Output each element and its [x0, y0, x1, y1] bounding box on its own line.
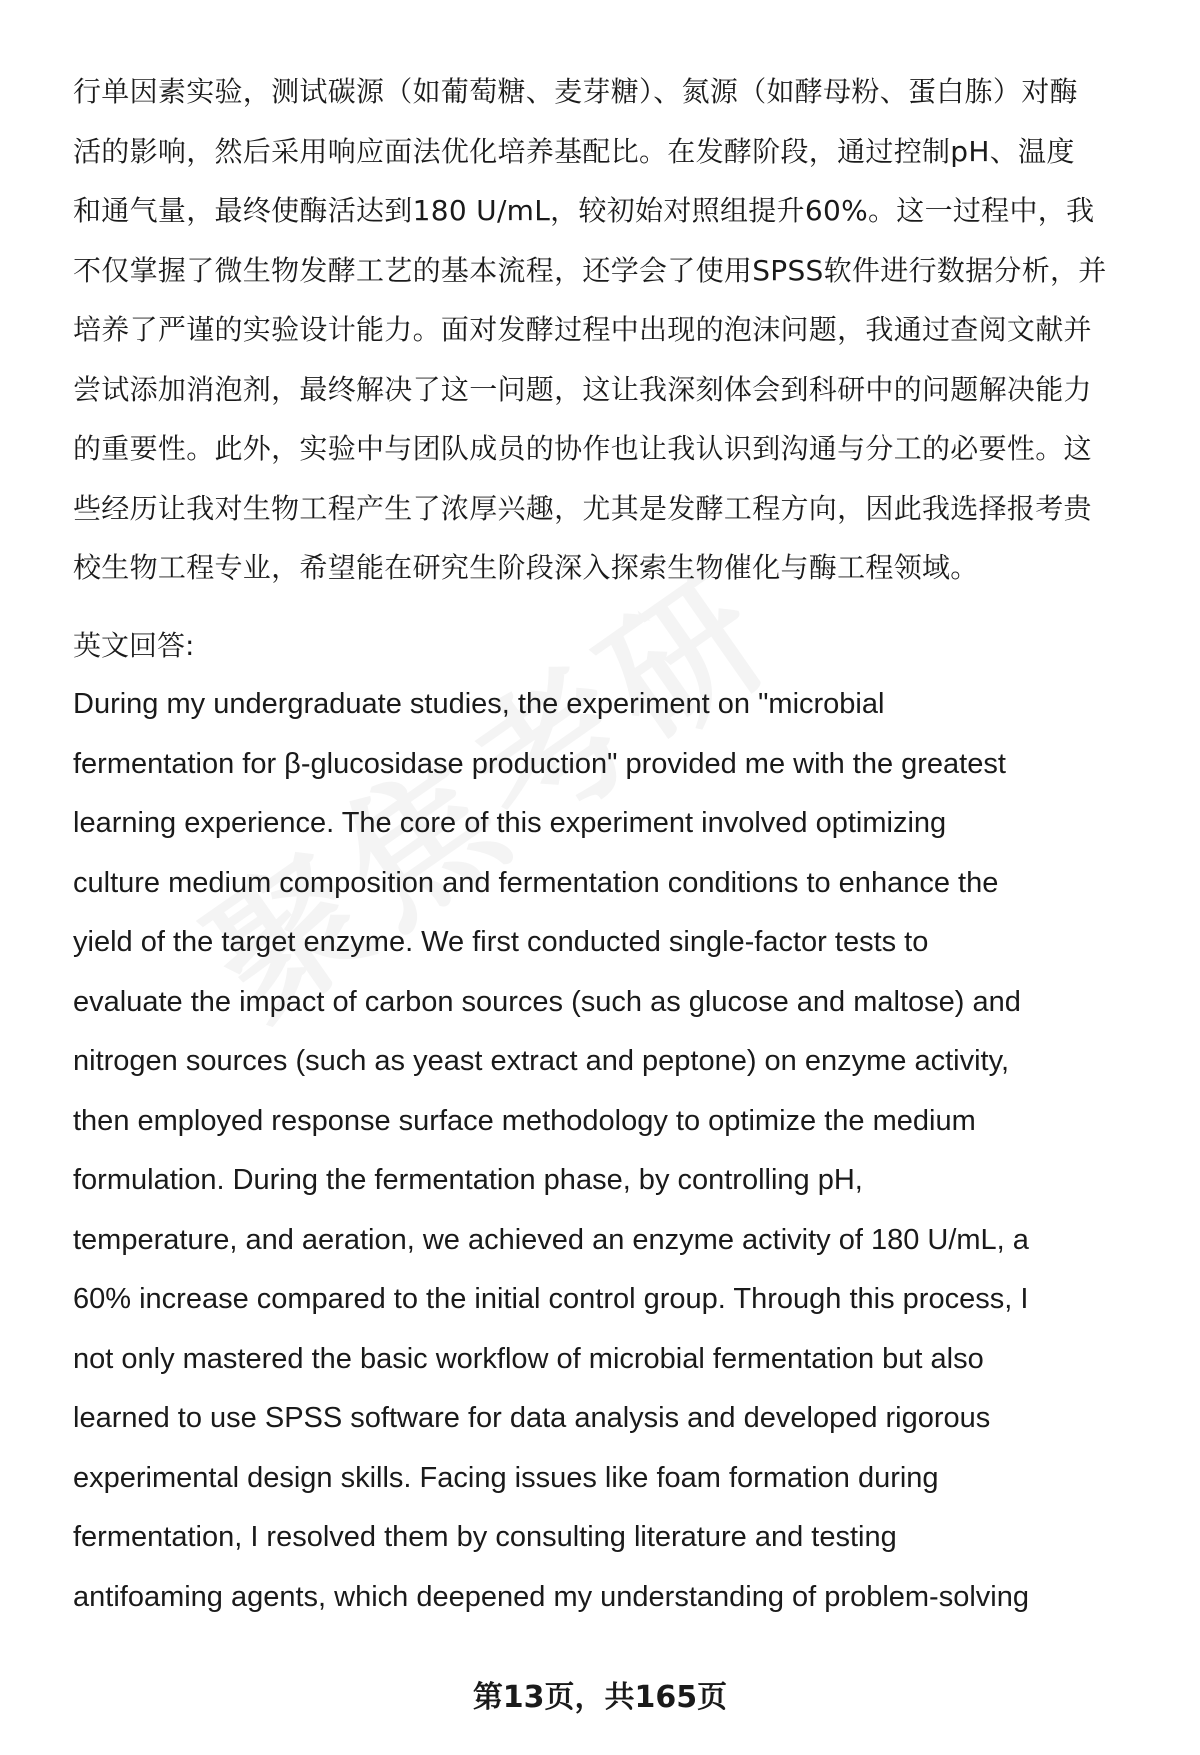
- text-line: 的重要性。此外，实验中与团队成员的协作也让我认识到沟通与分工的必要性。这: [73, 432, 1092, 465]
- text-line: evaluate the impact of carbon sources (such as glucose and maltose) and: [73, 985, 1021, 1018]
- text-line: learning experience. The core of this experiment involved optimizing: [73, 807, 947, 839]
- text-line: formulation. During the fermentation phase, by controlling pH,: [73, 1164, 863, 1196]
- english-answer-label: 英文回答:: [73, 628, 195, 662]
- text-line: fermentation, I resolved them by consulting literature and testing: [73, 1521, 897, 1553]
- chinese-answer-paragraph: [73, 62, 1153, 598]
- text-line: 活的影响，然后采用响应面法优化培养基配比。在发酵阶段，通过控制pH、温度: [73, 134, 1075, 168]
- english-answer-paragraph: [73, 675, 1153, 1627]
- text-line: 和通气量，最终使酶活达到180 U/mL，较初始对照组提升60%。这一过程中，我: [73, 194, 1095, 227]
- text-line: 培养了严谨的实验设计能力。面对发酵过程中出现的泡沫问题，我通过查阅文献并: [73, 313, 1092, 346]
- text-line: learned to use SPSS software for data analysis and developed rigorous: [73, 1402, 991, 1434]
- text-line: not only mastered the basic workflow of microbial fermentation but also: [73, 1342, 984, 1375]
- text-line: During my undergraduate studies, the experiment on "microbial: [73, 688, 885, 720]
- page-content: [73, 62, 1153, 1627]
- text-line: then employed response surface methodology to optimize the medium: [73, 1104, 976, 1137]
- text-line: 尝试添加消泡剂，最终解决了这一问题，这让我深刻体会到科研中的问题解决能力: [73, 372, 1092, 406]
- text-line: antifoaming agents, which deepened my understanding of problem-solving: [73, 1580, 1029, 1613]
- text-line: 行单因素实验，测试碳源（如葡萄糖、麦芽糖）、氮源（如酵母粉、蛋白胨）对酶: [73, 75, 1078, 108]
- text-line: temperature, and aeration, we achieved an enzyme activity of 180 U/mL, a: [73, 1223, 1029, 1256]
- text-line: yield of the target enzyme. We first conducted single-factor tests to: [73, 926, 929, 958]
- page-number-footer: 第13页，共165页: [472, 1680, 728, 1715]
- text-line: 60% increase compared to the initial control group. Through this process, I: [73, 1283, 1029, 1315]
- text-line: 校生物工程专业，希望能在研究生阶段深入探索生物催化与酶工程领域。: [73, 551, 979, 584]
- text-line: experimental design skills. Facing issues like foam formation during: [73, 1461, 939, 1494]
- text-line: 不仅掌握了微生物发酵工艺的基本流程，还学会了使用SPSS软件进行数据分析，并: [73, 253, 1107, 287]
- text-line: fermentation for β-glucosidase production" provided me with the greatest: [73, 747, 1006, 780]
- text-line: 些经历让我对生物工程产生了浓厚兴趣，尤其是发酵工程方向，因此我选择报考贵: [73, 491, 1092, 525]
- text-line: nitrogen sources (such as yeast extract and peptone) on enzyme activity,: [73, 1045, 1010, 1077]
- text-line: culture medium composition and fermentation conditions to enhance the: [73, 866, 999, 899]
